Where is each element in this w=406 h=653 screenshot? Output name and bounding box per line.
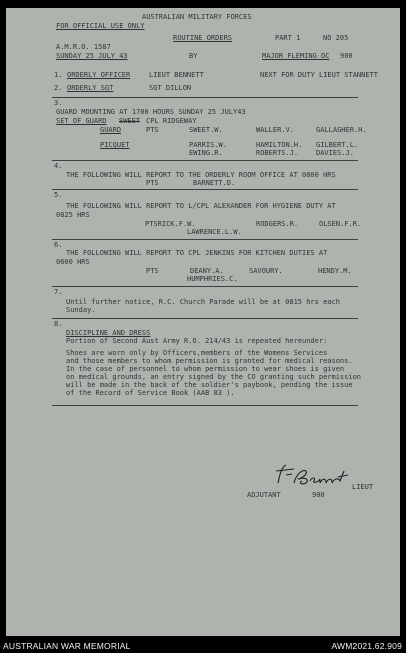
item-number-1: 1. xyxy=(54,71,63,79)
hygiene-member: PTSRICK.F.W. xyxy=(145,220,196,228)
item-number-7: 7. xyxy=(54,288,63,296)
archive-reference: AWM2021.62.909 xyxy=(331,641,402,651)
guard-member: GALLAGHER.H. xyxy=(316,126,367,134)
picquet-member: GILBERT.L. xyxy=(316,141,359,149)
kitchen-time: 0600 HRS xyxy=(56,258,90,266)
regulation-text: Shoes are worn only by Officers,members of the Womens Services xyxy=(66,349,328,357)
regulation-text: will be made in the back of the soldier's paybook, pending the issue xyxy=(66,381,353,389)
part-label: PART 1 xyxy=(275,34,301,42)
picquet-label: PICQUET xyxy=(100,141,130,149)
orderly-room-pts-label: PTS xyxy=(146,179,159,187)
orderly-officer-label: ORDERLY OFFICER xyxy=(67,71,131,79)
archive-footer xyxy=(0,638,406,653)
orderly-room-instruction: THE FOLLOWING WILL REPORT TO THE ORDERLY ROOM OFFICE AT 0800 HRS xyxy=(66,171,336,179)
orderly-sgt-label: ORDERLY SGT xyxy=(67,84,114,92)
signature-image xyxy=(272,463,352,489)
church-parade-text: Sunday. xyxy=(66,306,96,314)
orderly-sgt-name: SGT DILLON xyxy=(149,84,192,92)
kitchen-member: HENDY.M. xyxy=(318,267,352,275)
adjutant-label: ADJUTANT xyxy=(247,491,281,499)
struck-out-word: SWEET xyxy=(119,117,141,125)
kitchen-member: SAVOURY. xyxy=(249,267,283,275)
unit-reference: A.M.R.O. 1587 xyxy=(56,43,111,51)
order-date: SUNDAY 25 JULY 43 xyxy=(56,52,128,60)
item-number-6: 6. xyxy=(54,241,63,249)
next-for-duty: NEXT FOR DUTY LIEUT STANNETT xyxy=(260,71,379,79)
orderly-officer-name: LIEUT BENNETT xyxy=(149,71,204,79)
picquet-member: EWING.R. xyxy=(189,149,223,157)
guard-pts-label: PTS xyxy=(146,126,159,134)
divider xyxy=(52,97,358,98)
by-label: BY xyxy=(189,52,198,60)
divider xyxy=(52,286,358,287)
item-number-4: 4. xyxy=(54,162,63,170)
guard-member: WALLER.V. xyxy=(256,126,294,134)
divider xyxy=(52,189,358,190)
hygiene-instruction: THE FOLLOWING WILL REPORT TO L/CPL ALEXANDER FOR HYGIENE DUTY AT xyxy=(66,202,336,210)
kitchen-instruction: THE FOLLOWING WILL REPORT TO CPL JENKINS FOR KITCHEN DUTIES AT xyxy=(66,249,328,257)
church-parade-text: Until further notice, R.C. Church Parade will be at 0815 hrs each xyxy=(66,298,340,306)
guard-member: SWEET.W. xyxy=(189,126,223,134)
kitchen-pts-label: PTS xyxy=(146,267,159,275)
header-unit-code: 900 xyxy=(340,52,353,60)
document-page xyxy=(6,8,400,636)
regulation-text: In the case of personnel to whom permission to wear shoes is given xyxy=(66,365,345,373)
hygiene-time: 0825 HRS xyxy=(56,211,90,219)
guard-commander: CPL RIDGEWAY xyxy=(146,117,197,125)
portion-text: Portion of Second Aust Army R.O. 214/43 is repeated hereunder: xyxy=(66,337,328,345)
adjutant-code: 900 xyxy=(312,491,325,499)
divider xyxy=(52,405,358,406)
guard-mounting-text: GUARD MOUNTING AT 1700 HOURS SUNDAY 25 JULY43 xyxy=(56,108,246,116)
divider xyxy=(52,318,358,319)
divider xyxy=(52,239,358,240)
set-of-guard-label: SET OF GUARD xyxy=(56,117,107,125)
order-number: NO 205 xyxy=(323,34,349,42)
item-number-8: 8. xyxy=(54,320,63,328)
kitchen-member: DEANY.A. xyxy=(190,267,224,275)
regulation-text: on medical grounds, an entry signed by the CO granting such permission xyxy=(66,373,362,381)
regulation-text: and those members to whom permission is granted for medical reasons. xyxy=(66,357,353,365)
picquet-member: ROBERTS.J. xyxy=(256,149,299,157)
guard-label: GUARD xyxy=(100,126,122,134)
issuing-officer: MAJOR FLEMING OC xyxy=(262,52,330,60)
routine-orders-label: ROUTINE ORDERS xyxy=(173,34,233,42)
hygiene-member: LAWRENCE.L.W. xyxy=(187,228,242,236)
discipline-heading: DISCIPLINE AND DRESS xyxy=(66,329,151,337)
hygiene-member: RODGERS.R. xyxy=(256,220,299,228)
hygiene-member: OLSEN.F.R. xyxy=(319,220,362,228)
regulation-text: of the Record of Service Book (AAB 83 ). xyxy=(66,389,235,397)
archive-name: AUSTRALIAN WAR MEMORIAL xyxy=(3,641,131,651)
picquet-member: PARRIS.W. xyxy=(189,141,227,149)
official-use-label: FOR OFFICIAL USE ONLY xyxy=(56,22,145,30)
kitchen-member: HUMPHRIES.C. xyxy=(187,275,238,283)
doc-title: AUSTRALIAN MILITARY FORCES xyxy=(142,13,252,21)
picquet-member: DAVIES.J. xyxy=(316,149,354,157)
signature-rank: LIEUT xyxy=(352,483,374,491)
picquet-member: HAMILTON.H. xyxy=(256,141,303,149)
item-number-3: 3. xyxy=(54,99,63,107)
orderly-room-member: BARNETT.D. xyxy=(193,179,236,187)
item-number-5: 5. xyxy=(54,191,63,199)
item-number-2: 2. xyxy=(54,84,63,92)
divider xyxy=(52,160,358,161)
